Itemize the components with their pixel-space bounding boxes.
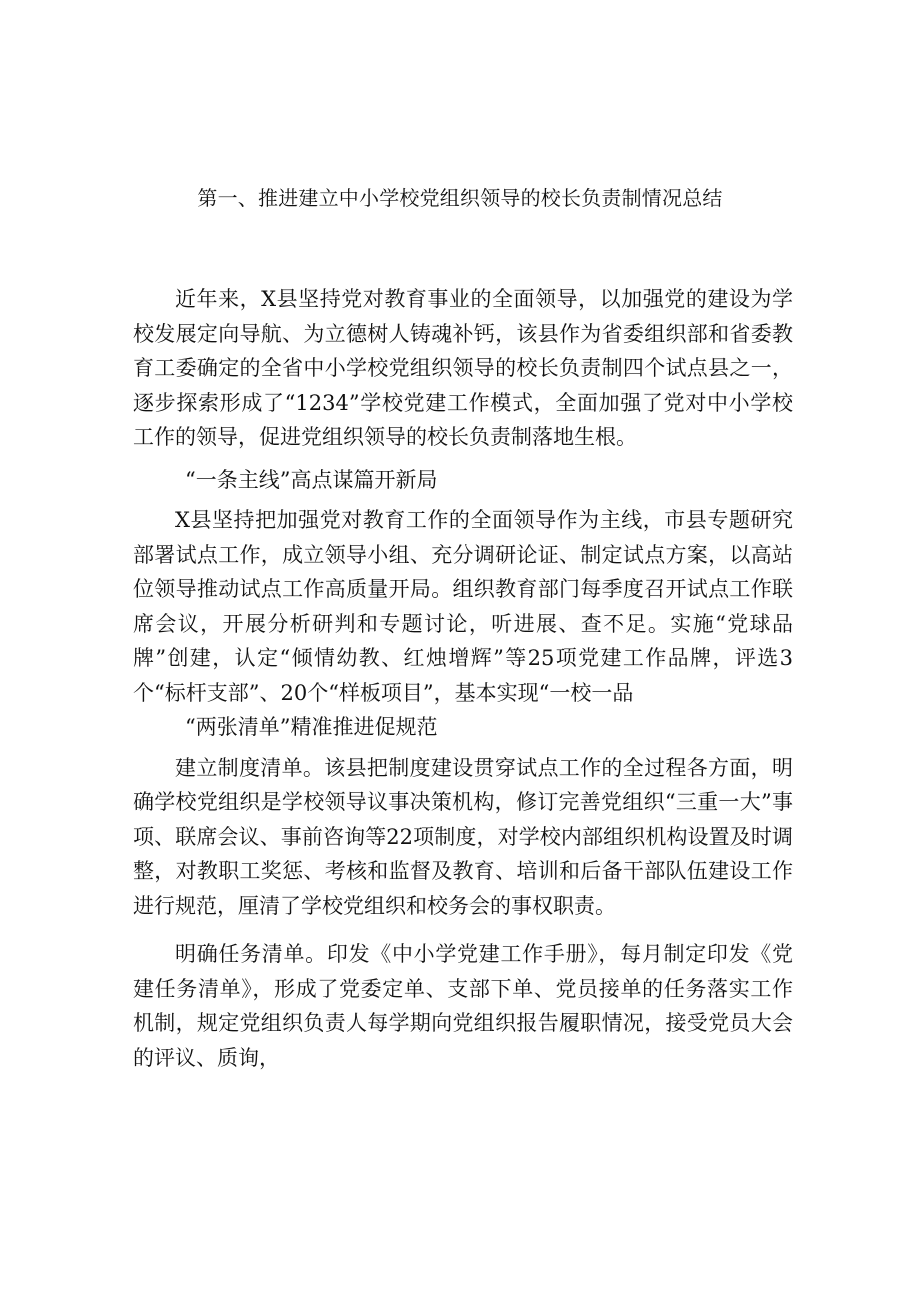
section-heading-two-lists: “两张清单”精准推进促规范	[185, 715, 438, 739]
section-heading-one-mainline: “一条主线”高点谋篇开新局	[185, 467, 438, 492]
paragraph-intro: 近年来，X县坚持党对教育事业的全面领导，以加强党的建设为学校发展定向导航、为立德树人铸魂补钙，该县作为省委组织部和省委教育工委确定的全省中小学校党组织领导的校长负责制四个试点县之一，逐步探索形成了“1234”学校党建工作模式，全面加强了党对中小学校工作的领导，促进党组织领导的校长负责制落地生根。	[133, 287, 793, 449]
document-title: 第一、推进建立中小学校党组织领导的校长负责制情况总结	[197, 186, 723, 210]
paragraph-task-list: 明确任务清单。印发《中小学党建工作手册》，每月制定印发《党建任务清单》，形成了党委定单、支部下单、党员接单的任务落实工作机制，规定党组织负责人每学期向党组织报告履职情况，接受党员大会的评议、质询，	[133, 942, 793, 1070]
paragraph-mainline: X县坚持把加强党对教育工作的全面领导作为主线，市县专题研究部署试点工作，成立领导小组、充分调研论证、制定试点方案，以高站位领导推动试点工作高质量开局。组织教育部门每季度召开试点工作联席会议，开展分析研判和专题讨论，听进展、查不足。实施“党球品牌”创建，认定“倾情幼教、红烛增辉”等25项党建工作品牌，评选3个“标杆支部”、20个“样板项目”，基本实现“一校一品	[133, 508, 793, 705]
paragraph-system-list: 建立制度清单。该县把制度建设贯穿试点工作的全过程各方面，明确学校党组织是学校领导议事决策机构，修订完善党组织“三重一大”事项、联席会议、事前咨询等22项制度，对学校内部组织机构设置及时调整，对教职工奖惩、考核和监督及教育、培训和后备干部队伍建设工作进行规范，厘清了学校党组织和校务会的事权职责。	[133, 755, 793, 918]
document-body	[133, 282, 793, 1075]
